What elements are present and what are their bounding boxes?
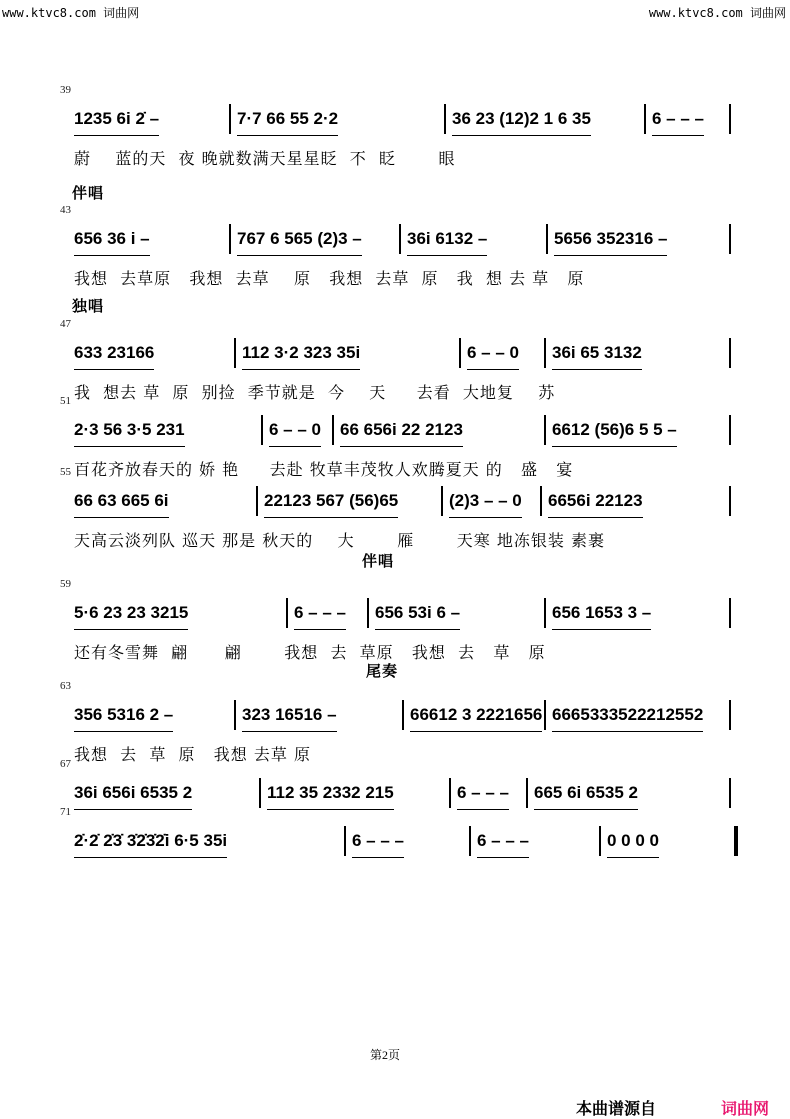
measure: 1235 6i 2̇ –: [74, 108, 159, 136]
measure: 112 3·2 323 35i: [242, 342, 360, 370]
section-label: 伴唱: [72, 184, 105, 202]
section-label: 尾奏: [366, 662, 399, 680]
notation-line: [74, 228, 734, 254]
notation-line: [74, 490, 734, 516]
barline: [441, 486, 443, 516]
barline: [256, 486, 258, 516]
barline: [344, 826, 346, 856]
barline: [229, 224, 231, 254]
barline: [729, 104, 731, 134]
barline: [729, 224, 731, 254]
measure: 112 35 2332 215: [267, 782, 394, 810]
watermark-left: www.ktvc8.com 词曲网: [2, 6, 140, 20]
lyrics-line: 我想 去草原 我想 去草 原 我想 去草 原 我 想 去 草 原: [74, 269, 585, 288]
measure: 5·6 23 23 3215: [74, 602, 188, 630]
barline: [644, 104, 646, 134]
barline: [729, 415, 731, 445]
measure: 6 – – –: [352, 830, 404, 858]
barline: [367, 598, 369, 628]
measure: 6656i 22123: [548, 490, 643, 518]
source-name: 词曲网: [721, 1099, 770, 1118]
barline: [729, 778, 731, 808]
measure: 6 – – 0: [269, 419, 321, 447]
lyrics-line: 百花齐放春天的 娇 艳 去赴 牧草丰茂牧人欢腾夏天 的 盛 宴: [74, 460, 574, 479]
measure: 0 0 0 0: [607, 830, 659, 858]
barline: [259, 778, 261, 808]
measure: 656 53i 6 –: [375, 602, 460, 630]
measure: (2)3 – – 0: [449, 490, 522, 518]
page-number: 第2页: [370, 1048, 401, 1062]
barline: [399, 224, 401, 254]
barline: [544, 415, 546, 445]
lyrics-line: 蔚 蓝的天 夜 晚就数满天星星眨 不 眨 眼: [74, 149, 456, 168]
barline: [526, 778, 528, 808]
measure: 6 – – –: [294, 602, 346, 630]
measure: 5656 352316 –: [554, 228, 667, 256]
barline: [234, 700, 236, 730]
measure-number: 47: [60, 318, 71, 330]
notation-line: [74, 830, 734, 856]
watermark-right: www.ktvc8.com 词曲网: [648, 6, 786, 20]
measure: 656 36 i –: [74, 228, 150, 256]
measure: 6 – – –: [477, 830, 529, 858]
barline: [402, 700, 404, 730]
barline: [729, 700, 731, 730]
measure: 66 656i 22 2123: [340, 419, 463, 447]
final-barline: [734, 826, 738, 856]
barline: [459, 338, 461, 368]
notation-line: [74, 704, 734, 730]
barline: [261, 415, 263, 445]
barline: [444, 104, 446, 134]
measure: 36i 656i 6535 2: [74, 782, 192, 810]
barline: [544, 700, 546, 730]
source-label: 本曲谱源自: [576, 1099, 657, 1118]
measure: 665 6i 6535 2: [534, 782, 638, 810]
measure: 66612 3 2221656: [410, 704, 542, 732]
measure: 36i 65 3132: [552, 342, 642, 370]
barline: [599, 826, 601, 856]
barline: [546, 224, 548, 254]
lyrics-line: 我想 去 草 原 我想 去草 原: [74, 745, 311, 764]
measure-number: 55: [60, 466, 71, 478]
measure: 2·3 56 3·5 231: [74, 419, 185, 447]
measure: 22123 567 (56)65: [264, 490, 398, 518]
lyrics-line: 天高云淡列队 巡天 那是 秋天的 大 雁 天寒 地冻银装 素裹: [74, 531, 605, 550]
measure-number: 63: [60, 680, 71, 692]
measure: 356 5316 2 –: [74, 704, 173, 732]
measure-number: 51: [60, 395, 71, 407]
barline: [449, 778, 451, 808]
barline: [234, 338, 236, 368]
measure: 6 – – –: [652, 108, 704, 136]
barline: [544, 598, 546, 628]
barline: [286, 598, 288, 628]
notation-line: [74, 419, 734, 445]
measure: 323 16516 –: [242, 704, 337, 732]
barline: [469, 826, 471, 856]
notation-line: [74, 602, 734, 628]
lyrics-line: 我 想去 草 原 别捡 季节就是 今 天 去看 大地复 苏: [74, 383, 556, 402]
section-label: 伴唱: [362, 552, 395, 570]
measure: 6 – – 0: [467, 342, 519, 370]
lyrics-line: 还有冬雪舞 翩 翩 我想 去 草原 我想 去 草 原: [74, 643, 546, 662]
measure: 6612 (56)6 5 5 –: [552, 419, 677, 447]
barline: [229, 104, 231, 134]
measure: 66 63 665 6i: [74, 490, 169, 518]
measure: 36 23 (12)2 1 6 35: [452, 108, 591, 136]
measure: 6 – – –: [457, 782, 509, 810]
barline: [729, 486, 731, 516]
measure-number: 39: [60, 84, 71, 96]
barline: [544, 338, 546, 368]
barline: [332, 415, 334, 445]
measure: 2̇·2̇ 2̇3̇ 3̇2̇3̇2̇i 6·5 35i: [74, 830, 227, 858]
measure: 767 6 565 (2)3 –: [237, 228, 362, 256]
measure-number: 67: [60, 758, 71, 770]
notation-line: [74, 342, 734, 368]
barline: [540, 486, 542, 516]
measure: 7·7 66 55 2·2: [237, 108, 338, 136]
measure-number: 71: [60, 806, 71, 818]
measure: 633 23166: [74, 342, 154, 370]
measure-number: 59: [60, 578, 71, 590]
measure: 36i 6132 –: [407, 228, 487, 256]
measure: 656 1653 3 –: [552, 602, 651, 630]
section-label: 独唱: [72, 297, 105, 315]
notation-line: [74, 108, 734, 134]
barline: [729, 338, 731, 368]
measure: 6665333522212552: [552, 704, 703, 732]
notation-line: [74, 782, 734, 808]
barline: [729, 598, 731, 628]
measure-number: 43: [60, 204, 71, 216]
